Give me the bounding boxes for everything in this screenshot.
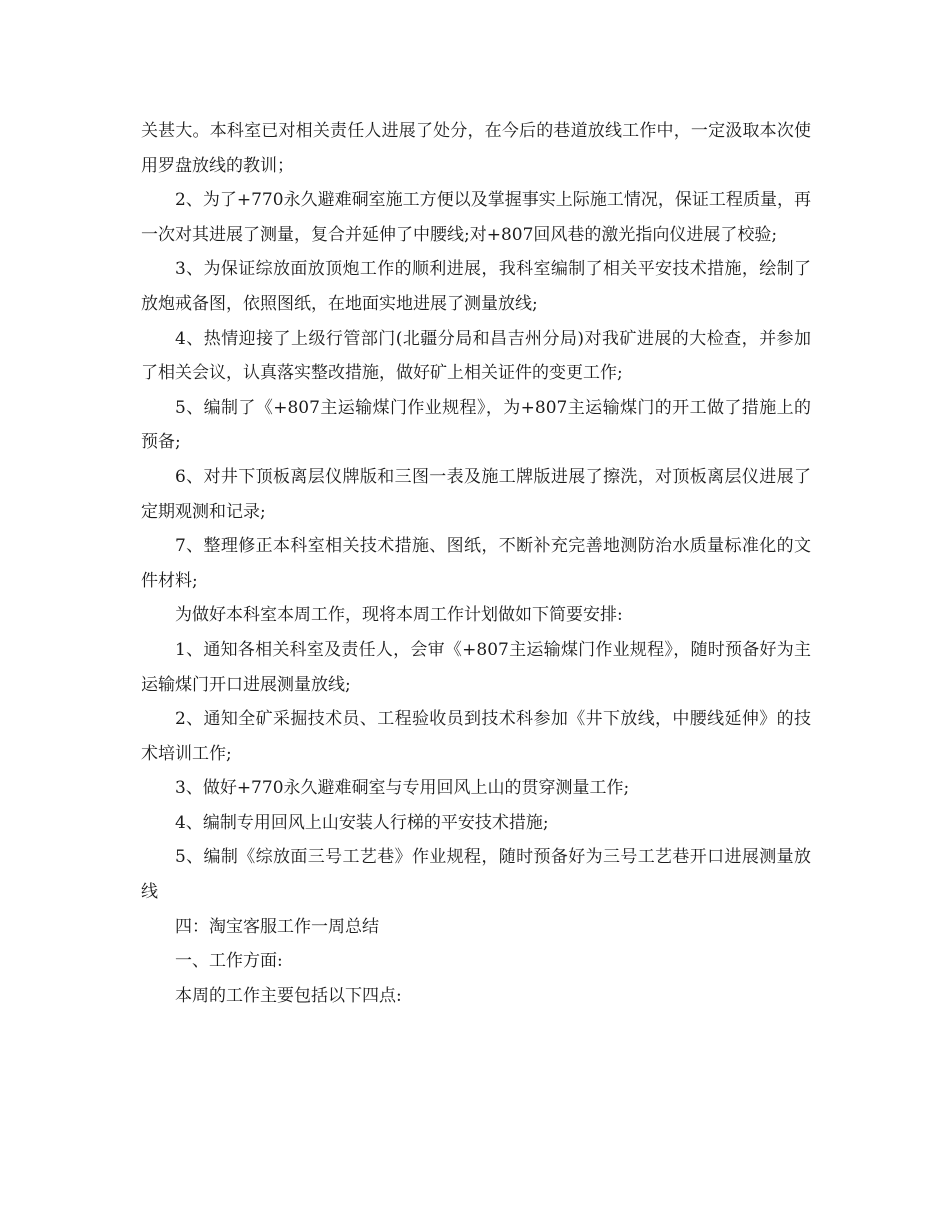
paragraph-plan-3: 3、做好+770永久避难硐室与专用回风上山的贯穿测量工作; [175, 778, 630, 799]
paragraph-plan-2: 2、通知全矿采掘技术员、工程验收员到技术科参加《井下放线，中腰线延伸》的技术培训工作; [141, 709, 811, 764]
paragraph-continuation: 关甚大。本科室已对相关责任人进展了处分，在今后的巷道放线工作中，一定汲取本次使用罗盘放线的教训； [141, 121, 811, 176]
section-heading: 四：淘宝客服工作一周总结 [175, 916, 379, 937]
paragraph-item-4: 4、热情迎接了上级行管部门(北疆分局和昌吉州分局)对我矿进展的大检查，并参加了相关会议，认真落实整改措施，做好矿上相关证件的变更工作; [141, 328, 811, 384]
paragraph-item-6: 6、对井下顶板离层仪牌版和三图一表及施工牌版进展了擦洗，对顶板离层仪进展了定期观测和记录; [141, 466, 811, 522]
paragraph-item-3: 3、为保证综放面放顶炮工作的顺利进展，我科室编制了相关平安技术措施，绘制了放炮戒备图，依照图纸，在地面实地进展了测量放线; [141, 259, 811, 314]
paragraph-item-5: 5、编制了《+807主运输煤门作业规程》，为+807主运输煤门的开工做了措施上的预备; [141, 397, 811, 453]
subsection-heading: 一、工作方面: [175, 951, 283, 972]
paragraph-plan-1: 1、通知各相关科室及责任人，会审《+807主运输煤门作业规程》，随时预备好为主运输煤门开口进展测量放线; [141, 639, 811, 695]
paragraph-item-2: 2、为了+770永久避难硐室施工方便以及掌握事实上际施工情况，保证工程质量，再一次对其进展了测量，复合并延伸了中腰线;对+807回风巷的激光指向仪进展了校验; [141, 190, 811, 245]
paragraph-plan-intro: 为做好本科室本周工作，现将本周工作计划做如下简要安排: [175, 605, 623, 626]
paragraph-plan-5: 5、编制《综放面三号工艺巷》作业规程，随时预备好为三号工艺巷开口进展测量放线 [141, 847, 811, 903]
paragraph-summary-intro: 本周的工作主要包括以下四点: [175, 985, 402, 1006]
document-body [141, 114, 811, 1013]
paragraph-item-7: 7、整理修正本科室相关技术措施、图纸，不断补充完善地测防治水质量标准化的文件材料; [141, 536, 811, 591]
paragraph-plan-4: 4、编制专用回风上山安装人行梯的平安技术措施; [175, 812, 549, 833]
